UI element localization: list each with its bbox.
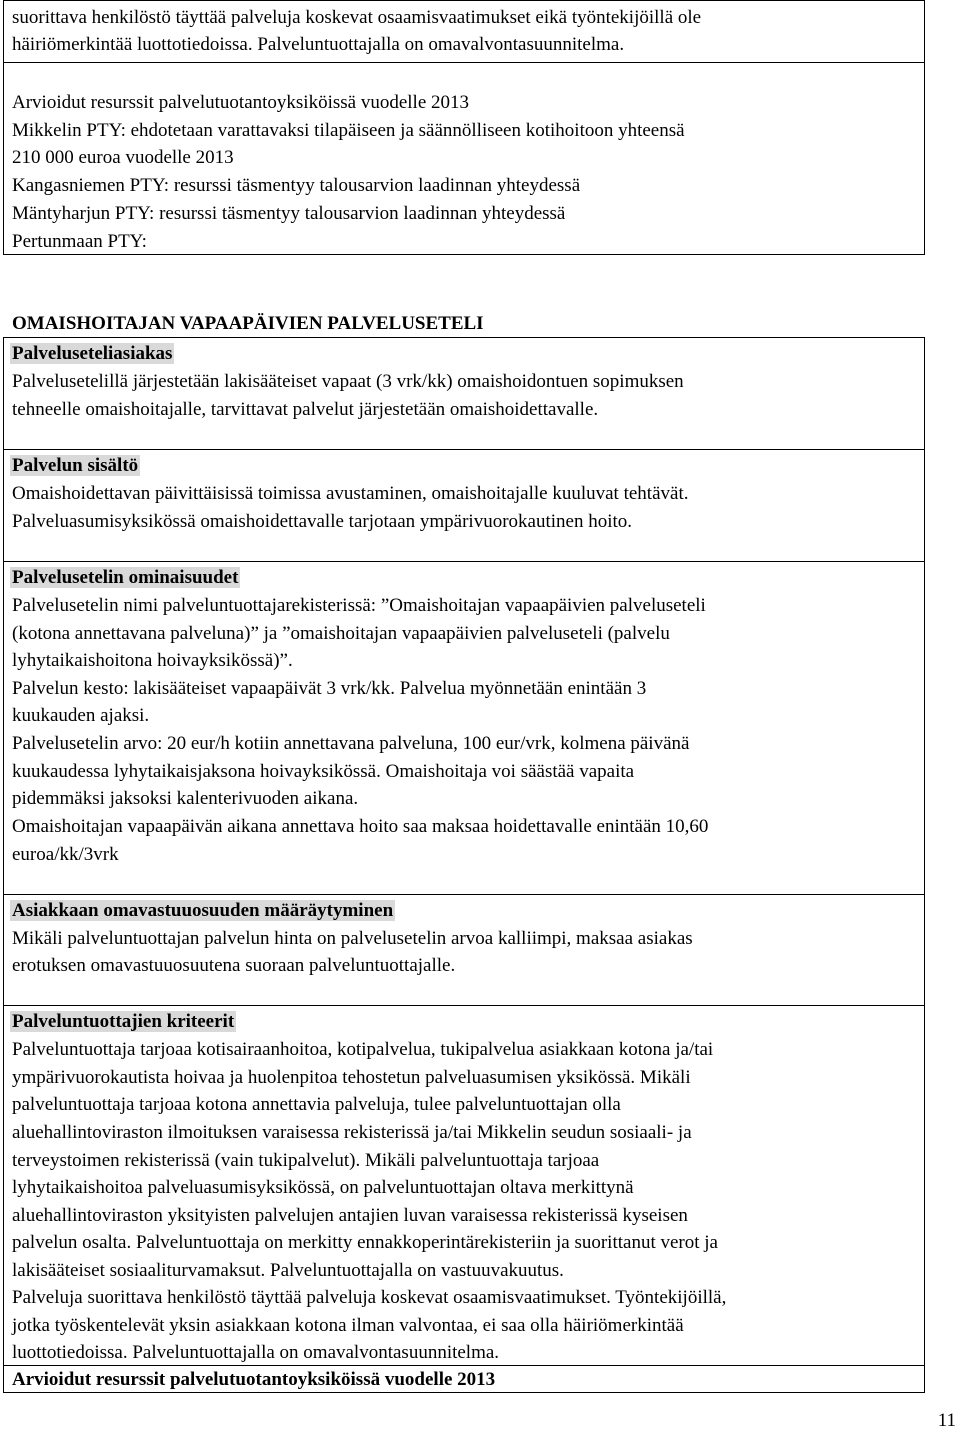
text-line: Pertunmaan PTY: xyxy=(12,231,147,252)
text-line: Mikäli palveluntuottajan palvelun hinta on palvelusetelin arvoa kalliimpi, maksaa asiakas xyxy=(12,928,693,949)
customer-heading: Palveluseteliasiakas xyxy=(12,343,173,364)
text-line: lakisääteiset sosiaaliturvamaksut. Palveluntuottajalla on vastuuvakuutus. xyxy=(12,1260,564,1281)
text-line: palveluntuottaja tarjoaa kotona annettavia palveluja, tulee palveluntuottajan olla xyxy=(12,1094,621,1115)
text-line: terveystoimen rekisterissä (vain tukipalvelut). Mikäli palveluntuottaja tarjoaa xyxy=(12,1150,600,1171)
text-line: Palvelun kesto: lakisääteiset vapaapäivät 3 vrk/kk. Palvelua myönnetään enintään 3 xyxy=(12,678,647,699)
text-line: tehneelle omaishoitajalle, tarvittavat palvelut järjestetään omaishoidettavalle. xyxy=(12,399,599,420)
text-line: Palvelusetelin nimi palveluntuottajarekisterissä: ”Omaishoitajan vapaapäivien palveluseteli xyxy=(12,595,706,616)
text-line: lyhytaikaishoitona hoivayksikössä)”. xyxy=(12,650,293,671)
text-line: aluehallintoviraston ilmoituksen varaisessa rekisterissä ja/tai Mikkelin seudun sosiaali- ja xyxy=(12,1122,692,1143)
resources-heading: Arvioidut resurssit palvelutuotantoyksiköissä vuodelle 2013 xyxy=(12,92,470,113)
text-line: Kangasniemen PTY: resurssi täsmentyy talousarvion laadinnan yhteydessä xyxy=(12,175,581,196)
text-line: Omaishoidettavan päivittäisissä toimissa avustaminen, omaishoitajalle kuuluvat tehtävät. xyxy=(12,483,689,504)
copay-heading: Asiakkaan omavastuuosuuden määräytyminen xyxy=(12,900,394,921)
content-heading: Palvelun sisältö xyxy=(12,455,139,476)
bottom-heading: Arvioidut resurssit palvelutuotantoyksiköissä vuodelle 2013 xyxy=(12,1369,496,1390)
text-line: aluehallintoviraston yksityisten palvelujen antajien luvan varaisessa rekisterissä kyseisen xyxy=(12,1205,688,1226)
text-line: kuukauden ajaksi. xyxy=(12,705,150,726)
section-title: OMAISHOITAJAN VAPAAPÄIVIEN PALVELUSETELI xyxy=(12,313,484,334)
divider xyxy=(3,561,925,562)
text-line: Omaishoitajan vapaapäivän aikana annettava hoito saa maksaa hoidettavalle enintään 10,60 xyxy=(12,816,709,837)
text-line: 210 000 euroa vuodelle 2013 xyxy=(12,147,234,168)
divider xyxy=(3,449,925,450)
text-line: pidemmäksi jaksoksi kalenterivuoden aikana. xyxy=(12,788,359,809)
text-line: häiriömerkintää luottotiedoissa. Palveluntuottajalla on omavalvontasuunnitelma. xyxy=(12,34,625,55)
text-line: Palvelusetelillä järjestetään lakisääteiset vapaat (3 vrk/kk) omaishoidontuen sopimuksen xyxy=(12,371,684,392)
text-line: Palvelusetelin arvo: 20 eur/h kotiin annettavana palveluna, 100 eur/vrk, kolmena päivänä xyxy=(12,733,690,754)
text-line: luottotiedoissa. Palveluntuottajalla on omavalvontasuunnitelma. xyxy=(12,1342,500,1363)
text-line: euroa/kk/3vrk xyxy=(12,844,119,865)
text-line: Palveluasumisyksikössä omaishoidettavalle tarjotaan ympärivuorokautinen hoito. xyxy=(12,511,633,532)
page-number: 11 xyxy=(937,1410,956,1431)
text-line: erotuksen omavastuuosuutena suoraan palveluntuottajalle. xyxy=(12,955,456,976)
text-line: suorittava henkilöstö täyttää palveluja koskevat osaamisvaatimukset eikä työntekijöillä ole xyxy=(12,7,702,28)
properties-heading: Palvelusetelin ominaisuudet xyxy=(12,567,239,588)
divider xyxy=(3,1005,925,1006)
text-line: Palveluntuottaja tarjoaa kotisairaanhoitoa, kotipalvelua, tukipalvelua asiakkaan kotona ja/tai xyxy=(12,1039,714,1060)
text-line: kuukaudessa lyhytaikaisjaksona hoivayksikössä. Omaishoitaja voi säästää vapaita xyxy=(12,761,635,782)
divider xyxy=(3,894,925,895)
text-line: Mäntyharjun PTY: resurssi täsmentyy talousarvion laadinnan yhteydessä xyxy=(12,203,566,224)
text-line: Mikkelin PTY: ehdotetaan varattavaksi tilapäiseen ja säännölliseen kotihoitoon yhteensä xyxy=(12,120,685,141)
text-line: palvelun osalta. Palveluntuottaja on merkitty ennakkoperintärekisteriin ja suorittanut verot ja xyxy=(12,1232,718,1253)
text-line: jotka työskentelevät yksin asiakkaan kotona ilman valvontaa, ei saa olla häiriömerkintää xyxy=(12,1315,684,1336)
text-line: (kotona annettavana palveluna)” ja ”omaishoitajan vapaapäivien palveluseteli (palvelu xyxy=(12,623,670,644)
criteria-heading: Palveluntuottajien kriteerit xyxy=(12,1011,235,1032)
text-line: lyhytaikaishoitoa palveluasumisyksikössä, on palveluntuottajan oltava merkittynä xyxy=(12,1177,634,1198)
text-line: ympärivuorokautista hoivaa ja huolenpitoa tehostetun palveluasumisen yksikössä. Mikäli xyxy=(12,1067,691,1088)
text-line: Palveluja suorittava henkilöstö täyttää palveluja koskevat osaamisvaatimukset. Työntekijöillä, xyxy=(12,1287,727,1308)
